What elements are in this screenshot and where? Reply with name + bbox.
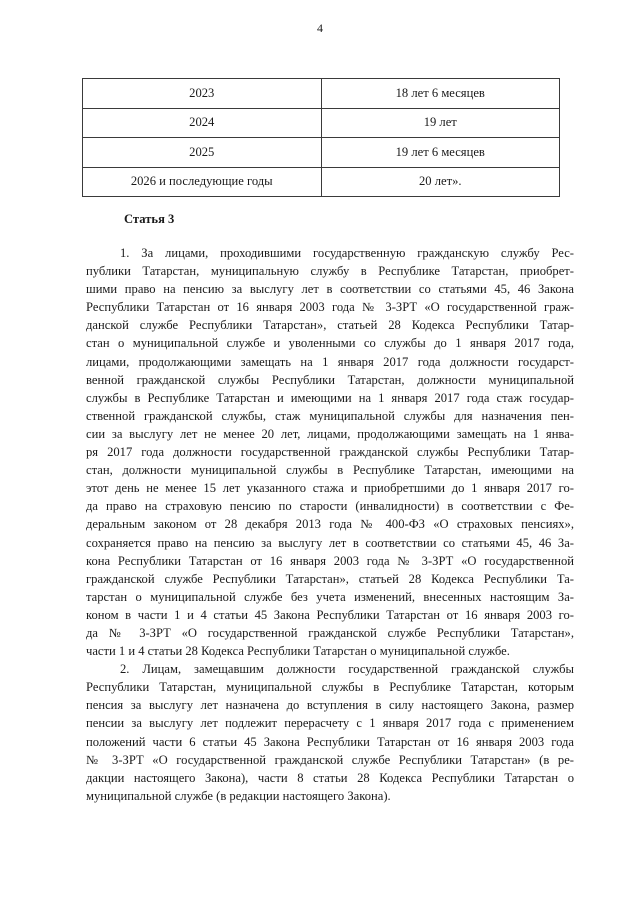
duration-cell: 18 лет 6 месяцев — [321, 79, 560, 109]
paragraph-2 — [86, 660, 574, 805]
text-line: 2. Лицам, замещавшим должности государственной гражданской службы — [120, 662, 574, 677]
year-cell: 2026 и последующие годы — [83, 167, 322, 197]
text-line: стан, должности муниципальной службы в Республике Татарстан, имеющими на — [86, 463, 574, 478]
table-row — [83, 108, 560, 138]
text-line: ря 2017 года должности государственной гражданской службы Республики Татар- — [86, 445, 574, 460]
text-line: положений части 6 статьи 45 Закона Республики Татарстан от 16 января 2003 года — [86, 734, 574, 749]
table-row — [83, 138, 560, 168]
text-line: части 1 и 4 статьи 28 Кодекса Республики Татарстан о муниципальной службе. — [86, 644, 510, 659]
text-line: службы в Республике Татарстан и имеющими на 1 января 2017 года стаж государ- — [86, 390, 574, 405]
table-row — [83, 167, 560, 197]
text-line: стан о муниципальной службе и уволенными со службы до 1 января 2017 года, — [86, 336, 574, 351]
article-title: Статья 3 — [124, 212, 175, 226]
pension-length-table — [82, 78, 560, 197]
text-line: муниципальной службе (в редакции настоящего Закона). — [86, 788, 391, 803]
text-line: деральным законом от 28 декабря 2013 года № 400-ФЗ «О страховых пенсиях», — [86, 517, 574, 532]
text-line: гражданской службе Республики Татарстан», статьей 28 Кодекса Республики Та- — [86, 571, 574, 586]
text-line: шими право на пенсию за выслугу лет в соответствии со статьями 45, 46 Закона — [86, 282, 574, 297]
text-line: 1. За лицами, проходившими государственную гражданскую службу Рес- — [120, 246, 574, 260]
text-line: Республики Татарстан, муниципальной службы в Республике Татарстан, которым — [86, 680, 574, 695]
text-line: данской службе Республики Татарстан», статьей 28 Кодекса Республики Татар- — [86, 318, 574, 333]
text-line: пенсии за выслугу лет подлежит перерасчету с 1 января 2017 года с применением — [86, 716, 574, 731]
text-line: да № 3-ЗРТ «О государственной гражданской службе Республики Татарстан», — [86, 625, 574, 640]
paragraph-1 — [86, 244, 574, 660]
text-line: кона Республики Татарстан от 16 января 2003 года № 3-ЗРТ «О государственной — [86, 553, 574, 568]
text-line: ственной гражданской службы, стаж муниципальной службы для назначения пен- — [86, 408, 574, 423]
duration-cell: 20 лет». — [321, 167, 560, 197]
text-line: венной гражданской службы Республики Татарстан, должности муниципальной — [86, 372, 574, 387]
text-line: сии за выслугу лет не менее 20 лет, лицами, продолжающими замещать на 1 янва- — [86, 426, 574, 441]
text-line: лицами, продолжающими замещать на 1 января 2017 года должности государст- — [86, 354, 574, 369]
text-line: коном в части 1 и 4 статьи 45 Закона Республики Татарстан от 16 января 2003 го- — [86, 607, 574, 622]
text-line: этот день не менее 15 лет указанного стажа и приобретшими до 1 января 2017 го- — [86, 481, 574, 496]
text-line: пенсия за выслугу лет назначена до вступления в силу настоящего Закона, размер — [86, 698, 574, 713]
year-cell: 2024 — [83, 108, 322, 138]
text-line: Республики Татарстан от 16 января 2003 года № 3-ЗРТ «О государственной граж- — [86, 300, 574, 315]
text-line: № 3-ЗРТ «О государственной гражданской службе Республики Татарстан» (в ре- — [86, 752, 574, 767]
duration-cell: 19 лет — [321, 108, 560, 138]
year-cell: 2025 — [83, 138, 322, 168]
year-cell: 2023 — [83, 79, 322, 109]
text-line: публики Татарстан, муниципальную службу в Республике Татарстан, приобрет- — [86, 264, 574, 279]
text-line: да право на страховую пенсию по старости (инвалидности) в соответствии с Фе- — [86, 499, 574, 514]
article-body — [86, 244, 574, 805]
table-body — [83, 79, 560, 197]
text-line: сохраняется право на пенсию за выслугу лет в соответствии со статьями 45, 46 За- — [86, 535, 574, 550]
text-line: тарстан о муниципальной службе без учета изменений, внесенных настоящим За- — [86, 589, 574, 604]
page-number: 4 — [317, 21, 323, 35]
duration-cell: 19 лет 6 месяцев — [321, 138, 560, 168]
text-line: дакции настоящего Закона), части 8 статьи 28 Кодекса Республики Татарстан о — [86, 770, 574, 785]
table-row — [83, 79, 560, 109]
